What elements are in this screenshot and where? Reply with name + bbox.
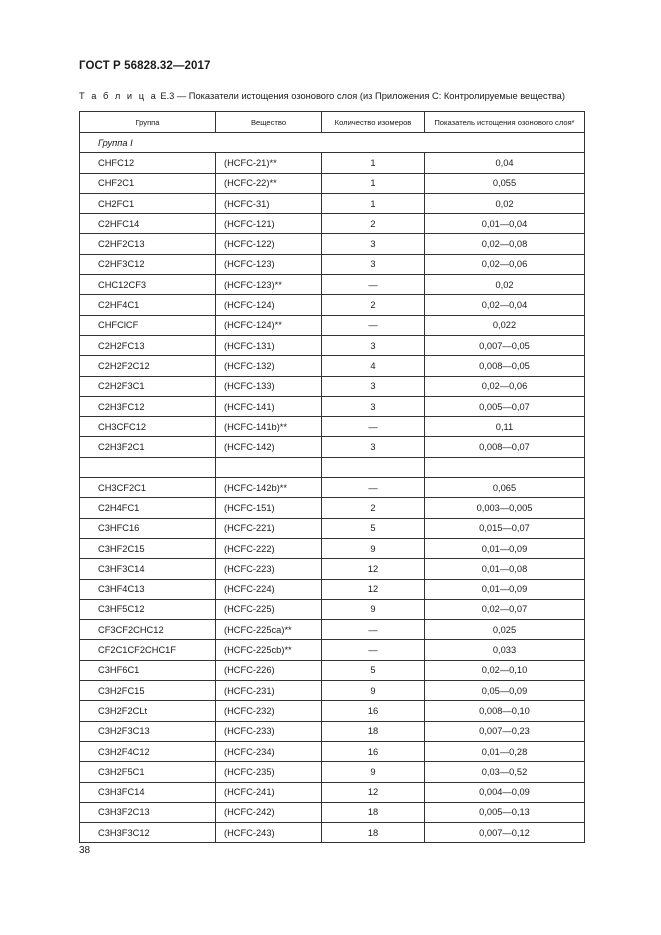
cell-code: (HCFC-22)** [216, 173, 322, 193]
table-caption [79, 91, 599, 101]
cell-code: (HCFC-132) [216, 356, 322, 376]
cell-code: (HCFC-121) [216, 214, 322, 234]
cell-isomer-count: — [322, 315, 425, 335]
cell-formula [80, 457, 216, 477]
cell-formula: C2H3FC12 [80, 396, 216, 416]
cell-isomer-count: 3 [322, 376, 425, 396]
cell-code: (HCFC-232) [216, 701, 322, 721]
cell-code: (HCFC-224) [216, 579, 322, 599]
table-row [80, 518, 585, 538]
group-label: Группа I [80, 133, 585, 153]
cell-code: (HCFC-131) [216, 335, 322, 355]
cell-odp: 0,005—0,07 [425, 396, 585, 416]
cell-odp: 0,02—0,06 [425, 254, 585, 274]
cell-formula: C2HF2C13 [80, 234, 216, 254]
cell-isomer-count: 12 [322, 559, 425, 579]
ozone-depletion-table [79, 111, 585, 843]
table-body [80, 133, 585, 843]
cell-formula: CF2C1CF2CHC1F [80, 640, 216, 660]
cell-formula: C3H2F2CLt [80, 701, 216, 721]
cell-formula: C2HFC14 [80, 214, 216, 234]
table-row [80, 498, 585, 518]
cell-odp: 0,03—0,52 [425, 762, 585, 782]
cell-formula: C2H2FC13 [80, 335, 216, 355]
cell-code: (HCFC-142b)** [216, 478, 322, 498]
table-row [80, 214, 585, 234]
cell-isomer-count: 18 [322, 802, 425, 822]
cell-isomer-count: — [322, 275, 425, 295]
cell-odp: 0,01—0,08 [425, 559, 585, 579]
cell-isomer-count: 16 [322, 741, 425, 761]
cell-isomer-count: 5 [322, 518, 425, 538]
cell-odp: 0,02—0,07 [425, 599, 585, 619]
cell-odp: 0,01—0,09 [425, 538, 585, 558]
table-row [80, 396, 585, 416]
cell-isomer-count: 3 [322, 437, 425, 457]
cell-code: (HCFC-225ca)** [216, 620, 322, 640]
column-header-isomer-count: Количество изомеров [322, 112, 425, 133]
cell-odp: 0,02—0,08 [425, 234, 585, 254]
cell-isomer-count: 3 [322, 254, 425, 274]
cell-code: (HCFC-231) [216, 681, 322, 701]
cell-odp: 0,022 [425, 315, 585, 335]
cell-isomer-count [322, 457, 425, 477]
cell-odp: 0,025 [425, 620, 585, 640]
table-row [80, 315, 585, 335]
cell-odp [425, 457, 585, 477]
cell-odp: 0,065 [425, 478, 585, 498]
cell-isomer-count: 9 [322, 762, 425, 782]
column-header-group: Группа [80, 112, 216, 133]
cell-odp: 0,02—0,06 [425, 376, 585, 396]
cell-code: (HCFC-21)** [216, 153, 322, 173]
cell-formula: C2H3F2C1 [80, 437, 216, 457]
cell-formula: C3H2F3C13 [80, 721, 216, 741]
cell-odp: 0,02—0,04 [425, 295, 585, 315]
table-row [80, 153, 585, 173]
table-row [80, 193, 585, 213]
cell-isomer-count: 18 [322, 823, 425, 843]
cell-formula: CF3CF2CHC12 [80, 620, 216, 640]
cell-code: (HCFC-151) [216, 498, 322, 518]
cell-isomer-count: 3 [322, 335, 425, 355]
cell-formula: C2H2F2C12 [80, 356, 216, 376]
cell-odp: 0,015—0,07 [425, 518, 585, 538]
cell-isomer-count: 9 [322, 538, 425, 558]
cell-odp: 0,01—0,09 [425, 579, 585, 599]
table-row [80, 417, 585, 437]
cell-formula: CHFC12 [80, 153, 216, 173]
cell-odp: 0,01—0,04 [425, 214, 585, 234]
cell-code: (HCFC-243) [216, 823, 322, 843]
cell-odp: 0,02 [425, 275, 585, 295]
table-row [80, 681, 585, 701]
table-row [80, 741, 585, 761]
cell-code: (HCFC-124)** [216, 315, 322, 335]
cell-odp: 0,007—0,12 [425, 823, 585, 843]
table-row [80, 234, 585, 254]
group-row [80, 133, 585, 153]
cell-odp: 0,008—0,07 [425, 437, 585, 457]
table-row [80, 295, 585, 315]
cell-code: (HCFC-235) [216, 762, 322, 782]
column-header-odp: Показатель истощения озонового слоя* [425, 112, 585, 133]
cell-code: (HCFC-133) [216, 376, 322, 396]
cell-code: (HCFC-226) [216, 660, 322, 680]
cell-code: (HCFC-225) [216, 599, 322, 619]
cell-odp: 0,003—0,005 [425, 498, 585, 518]
table-row [80, 335, 585, 355]
cell-code: (HCFC-31) [216, 193, 322, 213]
cell-isomer-count: 12 [322, 782, 425, 802]
table-caption-prefix: Т а б л и ц а [79, 91, 158, 101]
cell-code: (HCFC-234) [216, 741, 322, 761]
cell-formula: CH3CFC12 [80, 417, 216, 437]
table-row [80, 356, 585, 376]
cell-odp: 0,004—0,09 [425, 782, 585, 802]
cell-code: (HCFC-223) [216, 559, 322, 579]
cell-isomer-count: — [322, 640, 425, 660]
table-row [80, 275, 585, 295]
cell-odp: 0,008—0,05 [425, 356, 585, 376]
cell-formula: CHFClCF [80, 315, 216, 335]
page-number: 38 [79, 845, 91, 856]
table-header-row [80, 112, 585, 133]
cell-formula: C3H3FC14 [80, 782, 216, 802]
cell-isomer-count: 2 [322, 498, 425, 518]
cell-formula: C3HF3C14 [80, 559, 216, 579]
cell-formula: C3H3F3C12 [80, 823, 216, 843]
cell-odp: 0,02—0,10 [425, 660, 585, 680]
cell-isomer-count: 1 [322, 193, 425, 213]
cell-code: (HCFC-241) [216, 782, 322, 802]
table-row [80, 579, 585, 599]
table-row [80, 376, 585, 396]
table-row [80, 478, 585, 498]
cell-code: (HCFC-122) [216, 234, 322, 254]
table-row [80, 782, 585, 802]
table-row [80, 721, 585, 741]
cell-odp: 0,007—0,23 [425, 721, 585, 741]
cell-formula: C3H2F5C1 [80, 762, 216, 782]
cell-isomer-count: 9 [322, 681, 425, 701]
cell-formula: C2HF3C12 [80, 254, 216, 274]
table-row [80, 701, 585, 721]
cell-odp: 0,05—0,09 [425, 681, 585, 701]
cell-code: (HCFC-225cb)** [216, 640, 322, 660]
document-code: ГОСТ Р 56828.32—2017 [79, 60, 211, 72]
cell-odp: 0,005—0,13 [425, 802, 585, 822]
cell-isomer-count: 2 [322, 295, 425, 315]
cell-formula: C3HF2C15 [80, 538, 216, 558]
cell-odp: 0,04 [425, 153, 585, 173]
cell-code [216, 457, 322, 477]
cell-formula: C2H4FC1 [80, 498, 216, 518]
table-row [80, 620, 585, 640]
cell-formula: C3H2F4C12 [80, 741, 216, 761]
cell-formula: C3HF4C13 [80, 579, 216, 599]
cell-isomer-count: 18 [322, 721, 425, 741]
cell-odp: 0,008—0,10 [425, 701, 585, 721]
table-row [80, 437, 585, 457]
cell-odp: 0,007—0,05 [425, 335, 585, 355]
table-caption-text: Е.3 — Показатели истощения озонового слоя (из Приложения С: Контролируемые вещества) [160, 91, 565, 101]
cell-formula: CHF2C1 [80, 173, 216, 193]
table-row [80, 538, 585, 558]
cell-formula: CH2FC1 [80, 193, 216, 213]
cell-odp: 0,033 [425, 640, 585, 660]
cell-code: (HCFC-221) [216, 518, 322, 538]
cell-isomer-count: — [322, 620, 425, 640]
cell-isomer-count: 2 [322, 214, 425, 234]
cell-isomer-count: 16 [322, 701, 425, 721]
cell-code: (HCFC-233) [216, 721, 322, 741]
table-row [80, 802, 585, 822]
cell-code: (HCFC-124) [216, 295, 322, 315]
cell-code: (HCFC-123)** [216, 275, 322, 295]
table-row [80, 640, 585, 660]
cell-formula: C3H2FC15 [80, 681, 216, 701]
table-row [80, 660, 585, 680]
cell-isomer-count: 4 [322, 356, 425, 376]
table-row [80, 173, 585, 193]
cell-code: (HCFC-123) [216, 254, 322, 274]
cell-formula: CHC12CF3 [80, 275, 216, 295]
cell-odp: 0,01—0,28 [425, 741, 585, 761]
cell-code: (HCFC-242) [216, 802, 322, 822]
cell-code: (HCFC-141b)** [216, 417, 322, 437]
table-row [80, 457, 585, 477]
cell-isomer-count: 1 [322, 153, 425, 173]
table-row [80, 254, 585, 274]
cell-odp: 0,055 [425, 173, 585, 193]
cell-isomer-count: 9 [322, 599, 425, 619]
cell-formula: C3HF6C1 [80, 660, 216, 680]
table-row [80, 599, 585, 619]
table-row [80, 823, 585, 843]
column-header-substance: Вещество [216, 112, 322, 133]
cell-isomer-count: — [322, 478, 425, 498]
cell-odp: 0,02 [425, 193, 585, 213]
cell-isomer-count: 12 [322, 579, 425, 599]
cell-code: (HCFC-222) [216, 538, 322, 558]
table-row [80, 559, 585, 579]
cell-isomer-count: 3 [322, 396, 425, 416]
table-row [80, 762, 585, 782]
cell-code: (HCFC-141) [216, 396, 322, 416]
cell-formula: CH3CF2C1 [80, 478, 216, 498]
cell-odp: 0,11 [425, 417, 585, 437]
cell-isomer-count: 5 [322, 660, 425, 680]
cell-formula: C3HFC16 [80, 518, 216, 538]
cell-formula: C2HF4C1 [80, 295, 216, 315]
cell-formula: C2H2F3C1 [80, 376, 216, 396]
cell-code: (HCFC-142) [216, 437, 322, 457]
cell-isomer-count: 1 [322, 173, 425, 193]
cell-isomer-count: 3 [322, 234, 425, 254]
cell-formula: C3H3F2C13 [80, 802, 216, 822]
cell-formula: C3HF5C12 [80, 599, 216, 619]
cell-isomer-count: — [322, 417, 425, 437]
